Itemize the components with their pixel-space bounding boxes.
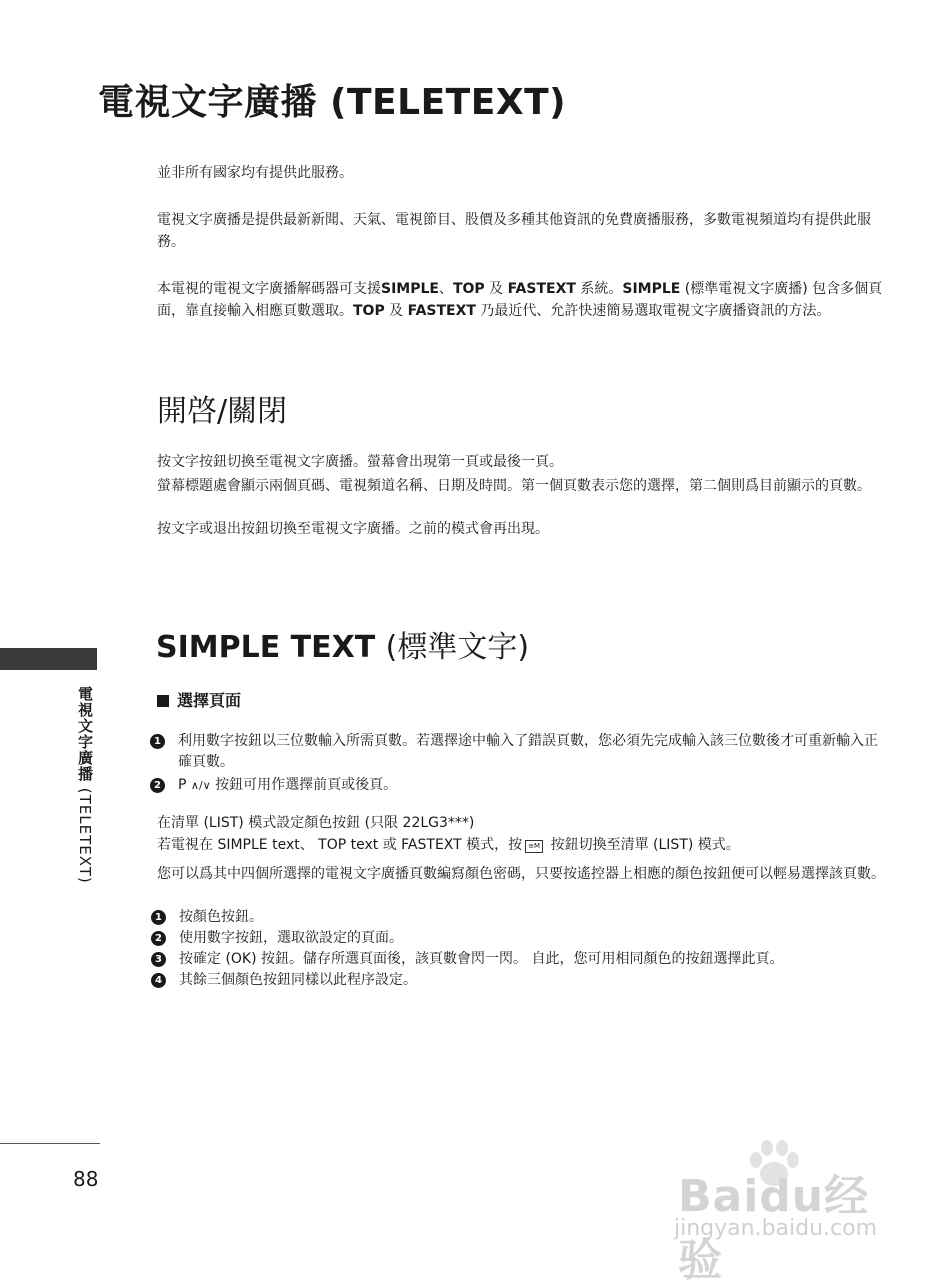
onoff-heading: 開啓/關閉 bbox=[157, 394, 288, 429]
select-page-title: 選擇頁面 bbox=[157, 688, 241, 711]
onoff-paragraph-1: 按文字按鈕切換至電視文字廣播。螢幕會出現第一頁或最後一頁。 bbox=[157, 454, 563, 470]
onoff-paragraph-3: 按文字或退出按鈕切換至電視文字廣播。之前的模式會再出現。 bbox=[157, 521, 549, 537]
number-badge: 2 bbox=[151, 931, 166, 946]
onoff-paragraph-2: 螢幕標題處會顯示兩個頁碼、電視頻道名稱、日期及時間。第一個頁數表示您的選擇，第二個則爲目前顯示的頁數。 bbox=[157, 478, 871, 494]
list-mode-line: 若電視在 SIMPLE text、 TOP text 或 FASTEXT 模式，按 ≡M 按鈕切換至清單 (LIST) 模式。 bbox=[157, 837, 740, 853]
page-title: 電視文字廣播 (TELETEXT) bbox=[98, 82, 567, 123]
list-item: 4 其餘三個顏色按鈕同樣以此程序設定。 bbox=[151, 970, 891, 991]
decoder-paragraph: 本電視的電視文字廣播解碼器可支援SIMPLE、TOP 及 FASTEXT 系統。SIMPLE (標準電視文字廣播) 包含多個頁面，靠直接輸入相應頁數選取。TOP 及 FASTEXT 乃最近代、允許快速簡易選取電視文字廣播資訊的方法。 bbox=[157, 281, 883, 319]
square-bullet-icon bbox=[157, 695, 169, 707]
color-code-description: 您可以爲其中四個所選擇的電視文字廣播頁數編寫顏色密碼，只要按遙控器上相應的顏色按鈕便可以輕易選擇該頁數。 bbox=[157, 866, 885, 882]
number-badge: 4 bbox=[151, 973, 166, 988]
list-item: 1 利用數字按鈕以三位數輸入所需頁數。若選擇途中輸入了錯誤頁數，您必須先完成輸入該三位數後才可重新輸入正確頁數。 bbox=[150, 731, 890, 773]
number-badge: 2 bbox=[150, 778, 165, 793]
baidu-watermark bbox=[672, 1140, 902, 1286]
list-item: 1 按顏色按鈕。 bbox=[151, 907, 891, 928]
number-badge: 1 bbox=[150, 734, 165, 749]
simple-text-heading: SIMPLE TEXT (標準文字) bbox=[156, 630, 530, 665]
number-badge: 3 bbox=[151, 952, 166, 967]
list-item: 3 按確定 (OK) 按鈕。儲存所選頁面後，該頁數會閃一閃。 自此，您可用相同顏色的按鈕選擇此頁。 bbox=[151, 949, 891, 970]
watermark-url: jingyan.baidu.com bbox=[674, 1216, 878, 1241]
footer-divider bbox=[0, 1143, 100, 1144]
number-badge: 1 bbox=[151, 910, 166, 925]
page-select-list bbox=[150, 731, 890, 796]
list-mode-title: 在清單 (LIST) 模式設定顏色按鈕 (只限 22LG3***) bbox=[157, 815, 475, 831]
list-button-icon: ≡M bbox=[525, 840, 543, 853]
list-item: 2 使用數字按鈕，選取欲設定的頁面。 bbox=[151, 928, 891, 949]
intro-paragraph: 電視文字廣播是提供最新新聞、天氣、電視節目、股價及多種其他資訊的免費廣播服務，多數電視頻道均有提供此服務。 bbox=[157, 212, 871, 250]
page-arrows-icon: ∧/∨ bbox=[190, 779, 211, 792]
page-number: 88 bbox=[73, 1167, 99, 1191]
list-item: 2 P ∧/∨ 按鈕可用作選擇前頁或後頁。 bbox=[150, 775, 890, 796]
watermark-logo: Baidu经验 bbox=[678, 1171, 870, 1286]
chapter-side-label: 電視文字廣播 (TELETEXT) bbox=[76, 686, 94, 884]
availability-note: 並非所有國家均有提供此服務。 bbox=[157, 165, 353, 181]
color-steps-list bbox=[151, 907, 891, 991]
chapter-tab-bar bbox=[0, 648, 97, 670]
